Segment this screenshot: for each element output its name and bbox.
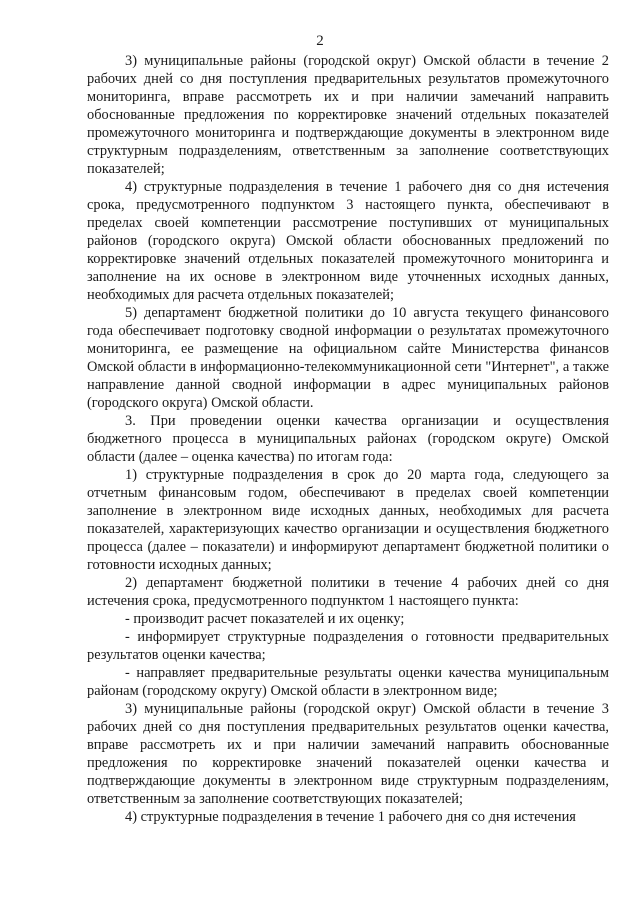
paragraph-clause-3-quality-assessment: 3. При проведении оценки качества организации и осуществления бюджетного процесса в муниципальных районах (городском округе) Омской области (далее – оценка качества) по итогам года: [87,413,609,465]
document-body [87,52,609,826]
paragraph-subitem-3-municipal-review: 3) муниципальные районы (городской округ) Омской области в течение 3 рабочих дней со дня поступления предварительных результатов оценки качества, вправе рассмотреть их и при наличии замечаний направить обоснованные предложения по корректировке значений показателей оценки качества и подтверждающие документы в электронном виде структурным подразделениям, ответственным за заполнение соответствующих показателей; [87,701,609,807]
page-number: 2 [316,33,324,49]
paragraph-dash-informs: - информирует структурные подразделения о готовности предварительных результатов оценки качества; [87,629,609,663]
paragraph-item-5-summary-publication: 5) департамент бюджетной политики до 10 августа текущего финансового года обеспечивает подготовку сводной информации о результатах промежуточного мониторинга, ее размещение на официальном сайте Министерства финансов Омской области в информационно-телекоммуникационной сети "Интернет", а также направление данной сводной информации в адрес муниципальных районов (городского округа) Омской области. [87,305,609,411]
paragraph-item-3-municipal-review: 3) муниципальные районы (городской округ) Омской области в течение 2 рабочих дней со дня поступления предварительных результатов промежуточного мониторинга, вправе рассмотреть их и при наличии замечаний направить обоснованные предложения по корректировке значений отдельных показателей промежуточного мониторинга и подтверждающие документы в электронном виде структурным подразделениям, ответственным за заполнение соответствующих показателей; [87,53,609,177]
paragraph-subitem-1-data-entry: 1) структурные подразделения в срок до 20 марта года, следующего за отчетным финансовым годом, обеспечивают в пределах своей компетенции заполнение в электронном виде исходных данных, необходимых для расчета показателей, характеризующих качество организации и осуществления бюджетного процесса (далее – показатели) и информируют департамент бюджетной политики о готовности исходных данных; [87,467,609,573]
paragraph-dash-sends-results: - направляет предварительные результаты оценки качества муниципальным районам (городскому округу) Омской области в электронном виде; [87,665,609,699]
paragraph-subitem-4-structural-review: 4) структурные подразделения в течение 1 рабочего дня со дня истечения [125,809,576,825]
paragraph-dash-calculation: - производит расчет показателей и их оценку; [125,611,405,627]
paragraph-item-4-structural-review: 4) структурные подразделения в течение 1 рабочего дня со дня истечения срока, предусмотренного подпунктом 3 настоящего пункта, обеспечивают в пределах своей компетенции рассмотрение поступивших от муниципальных районов (городского округа) Омской области обоснованных предложений по корректировке значений отдельных показателей промежуточного мониторинга и заполнение на их основе в электронном виде уточненных исходных данных, необходимых для расчета отдельных показателей; [87,179,609,303]
paragraph-subitem-2-budget-department: 2) департамент бюджетной политики в течение 4 рабочих дней со дня истечения срока, предусмотренного подпунктом 1 настоящего пункта: [87,575,609,609]
